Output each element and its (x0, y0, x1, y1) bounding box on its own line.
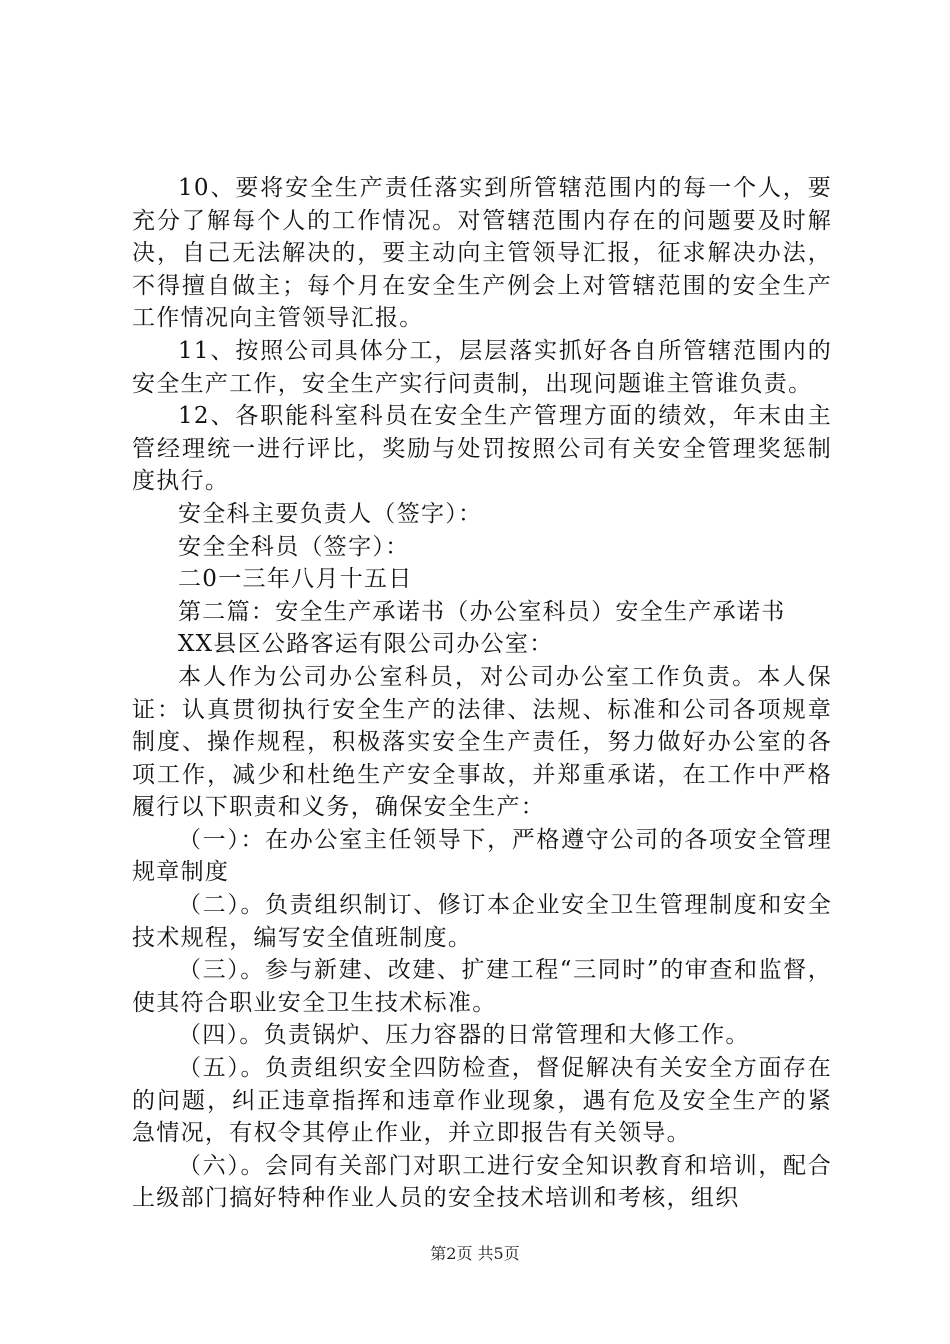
addressee-line: XX县区公路客运有限公司办公室： (178, 631, 554, 658)
section-title: 第二篇：安全生产承诺书（办公室科员）安全生产承诺书 (178, 598, 786, 625)
document-body (132, 172, 832, 1215)
paragraph-item-11: 11、按照公司具体分工，层层落实抓好各自所管辖范围内的安全生产工作，安全生产实行问责制，出现问题谁主管谁负责。 (132, 337, 832, 397)
page-number-footer: 第2页 共5页 (430, 1244, 520, 1263)
duty-item-4: （四）。负责锅炉、压力容器的日常管理和大修工作。 (178, 1022, 750, 1049)
duty-item-3: （三）。参与新建、改建、扩建工程“三同时”的审查和监督，使其符合职业安全卫生技术标准。 (132, 957, 832, 1016)
duty-item-2: （二）。负责组织制订、修订本企业安全卫生管理制度和安全技术规程，编写安全值班制度。 (132, 892, 832, 951)
date-line: 二0一三年八月十五日 (178, 566, 413, 593)
duty-item-1: （一）：在办公室主任领导下，严格遵守公司的各项安全管理规章制度 (132, 826, 832, 886)
paragraph-item-12: 12、各职能科室科员在安全生产管理方面的绩效，年末由主管经理统一进行评比，奖励与处罚按照公司有关安全管理奖惩制度执行。 (132, 403, 832, 495)
signature-line-clerk: 安全全科员（签字）： (178, 533, 410, 560)
duty-item-5: （五）。负责组织安全四防检查，督促解决有关安全方面存在的问题，纠正违章指挥和违章作业现象，遇有危及安全生产的紧急情况，有权令其停止作业，并立即报告有关领导。 (132, 1055, 832, 1147)
paragraph-item-10: 10、要将安全生产责任落实到所管辖范围内的每一个人，要充分了解每个人的工作情况。对管辖范围内存在的问题要及时解决，自己无法解决的，要主动向主管领导汇报，征求解决办法，不得擅自做主；每个月在安全生产例会上对管辖范围的安全生产工作情况向主管领导汇报。 (132, 175, 832, 332)
duty-item-6: （六）。会同有关部门对职工进行安全知识教育和培训，配合上级部门搞好特种作业人员的安全技术培训和考核，组织 (132, 1152, 832, 1212)
signature-line-chief: 安全科主要负责人（签字）： (178, 500, 483, 527)
pledge-intro: 本人作为公司办公室科员，对公司办公室工作负责。本人保证：认真贯彻执行安全生产的法律、法规、标准和公司各项规章制度、操作规程，积极落实安全生产责任，努力做好办公室的各项工作，减少和杜绝生产安全事故，并郑重承诺，在工作中严格履行以下职责和义务，确保安全生产： (132, 663, 832, 821)
